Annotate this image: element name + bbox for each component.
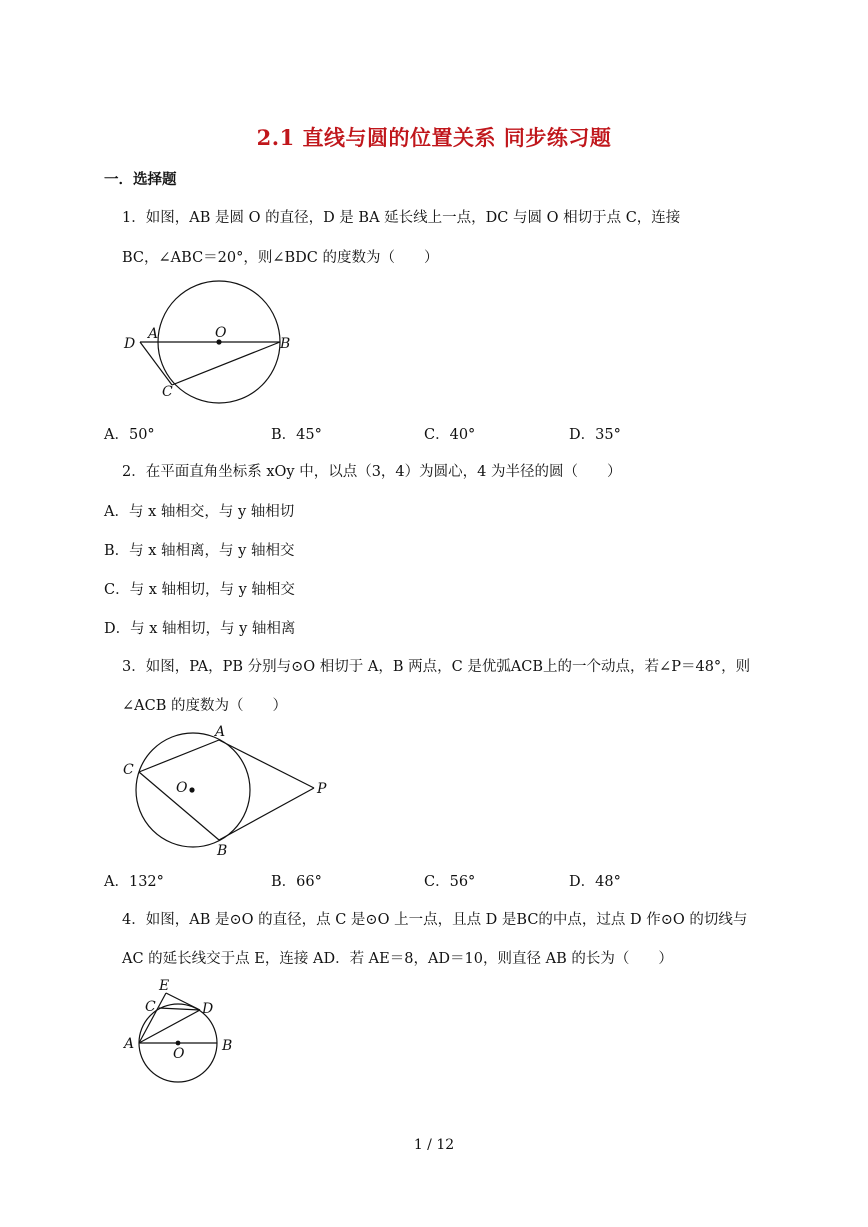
q4-center-dot xyxy=(176,1041,181,1046)
q2-option-d: D．与 x 轴相切，与 y 轴相离 xyxy=(104,621,296,637)
q1-option-a: A．50° xyxy=(104,427,155,443)
q1-label-d: D xyxy=(124,336,136,352)
q3-label-b: B xyxy=(217,843,228,859)
q3-option-c: C．56° xyxy=(424,874,476,890)
section-heading: 一．选择题 xyxy=(104,171,177,188)
q4-label-e: E xyxy=(159,978,170,994)
page-number: 1 / 12 xyxy=(413,1137,455,1153)
q4-label-b: B xyxy=(222,1038,233,1054)
q1-label-b: B xyxy=(280,336,291,352)
q3-label-a: A xyxy=(215,724,226,740)
question-4-line-1: 4．如图，AB 是⊙O 的直径，点 C 是⊙O 上一点，且点 D 是BC的中点，过点 D 作⊙O 的切线与 xyxy=(122,912,748,928)
q2-option-a: A．与 x 轴相交，与 y 轴相切 xyxy=(104,504,295,520)
q3-option-b: B．66° xyxy=(271,874,322,890)
q1-label-c: C xyxy=(162,384,173,400)
question-1-line-2: BC，∠ABC＝20°，则∠BDC 的度数为（ ） xyxy=(122,250,439,266)
q3-option-d: D．48° xyxy=(569,874,621,890)
document-title: 2.1 直线与圆的位置关系 同步练习题 xyxy=(256,125,612,150)
q3-label-o: O xyxy=(176,780,188,796)
question-4-line-2: AC 的延长线交于点 E，连接 AD．若 AE＝8，AD＝10，则直径 AB 的长为（ ） xyxy=(122,951,673,967)
q2-option-b: B．与 x 轴相离，与 y 轴相交 xyxy=(104,543,295,559)
q4-label-a: A xyxy=(124,1036,135,1052)
q4-label-c: C xyxy=(145,999,156,1015)
question-3-line-2: ∠ACB 的度数为（ ） xyxy=(122,698,287,714)
question-3-line-1: 3．如图，PA，PB 分别与⊙O 相切于 A，B 两点，C 是优弧ACB上的一个动点，若∠P＝48°，则 xyxy=(122,659,751,675)
q1-option-c: C．40° xyxy=(424,427,476,443)
q3-label-c: C xyxy=(123,762,134,778)
question-2-line-1: 2．在平面直角坐标系 xOy 中，以点（3，4）为圆心，4 为半径的圆（ ） xyxy=(122,464,622,480)
q4-tangent-ed xyxy=(166,993,200,1010)
q3-option-a: A．132° xyxy=(104,874,164,890)
q2-option-c: C．与 x 轴相切，与 y 轴相交 xyxy=(104,582,295,598)
q1-label-o: O xyxy=(215,325,227,341)
q3-label-p: P xyxy=(317,781,327,797)
q4-line-cd xyxy=(159,1008,200,1010)
q4-label-d: D xyxy=(202,1001,214,1017)
q1-option-d: D．35° xyxy=(569,427,621,443)
question-1-line-1: 1．如图，AB 是圆 O 的直径，D 是 BA 延长线上一点，DC 与圆 O 相切于点 C，连接 xyxy=(122,210,681,226)
q1-option-b: B．45° xyxy=(271,427,322,443)
q1-label-a: A xyxy=(148,326,159,342)
q4-label-o: O xyxy=(173,1046,185,1062)
